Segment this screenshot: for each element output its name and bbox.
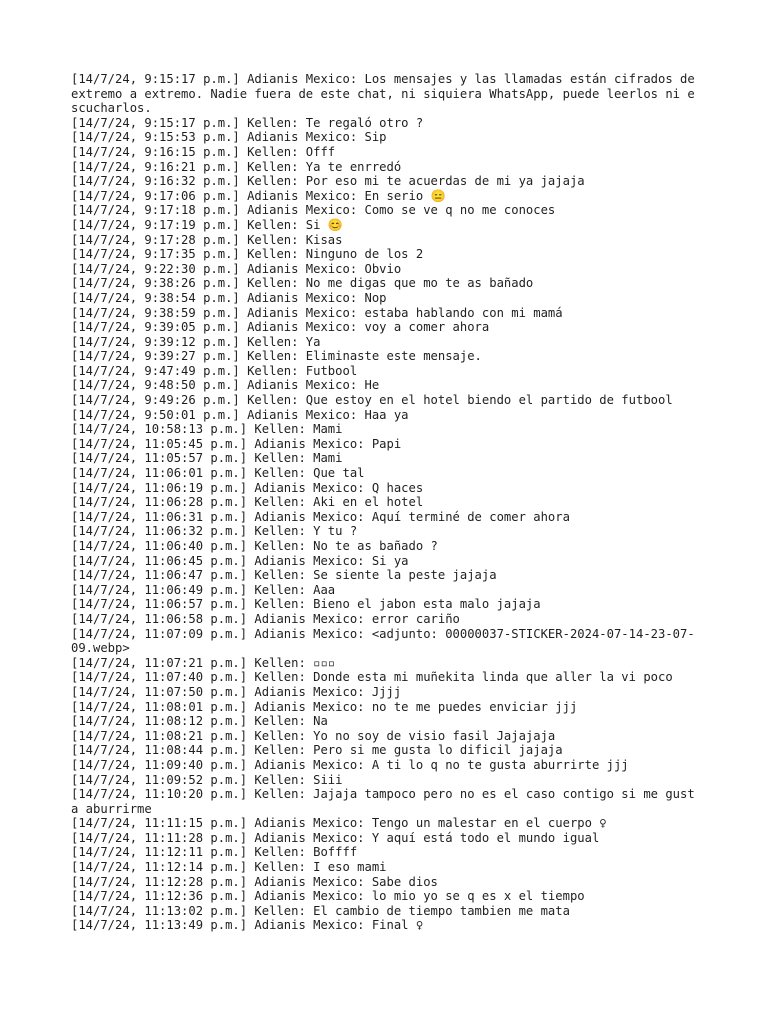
chat-line: [14/7/24, 11:06:45 p.m.] Adianis Mexico: Si ya [71, 553, 409, 568]
chat-line: [14/7/24, 11:11:15 p.m.] Adianis Mexico: Tengo un malestar en el cuerpo ♀ [71, 816, 607, 831]
chat-line: [14/7/24, 9:17:35 p.m.] Kellen: Ninguno de los 2 [71, 247, 424, 262]
chat-line: [14/7/24, 9:38:54 p.m.] Adianis Mexico: Nop [71, 290, 387, 305]
chat-line: [14/7/24, 11:09:40 p.m.] Adianis Mexico: A ti lo q no te gusta aburrirte jjj [71, 757, 629, 772]
chat-line: [14/7/24, 11:06:40 p.m.] Kellen: No te as bañado ? [71, 539, 438, 553]
chat-line: [14/7/24, 9:15:17 p.m.] Kellen: Te regaló otro ? [71, 115, 424, 130]
chat-line: [14/7/24, 9:50:01 p.m.] Adianis Mexico: Haa ya [71, 407, 409, 422]
chat-line: [14/7/24, 9:17:28 p.m.] Kellen: Kisas [71, 232, 343, 247]
chat-line: [14/7/24, 9:48:50 p.m.] Adianis Mexico: He [71, 378, 380, 393]
chat-line: [14/7/24, 10:58:13 p.m.] Kellen: Mami [71, 422, 343, 437]
chat-line: [14/7/24, 9:15:17 p.m.] Adianis Mexico: Los mensajes y las llamadas están cifrados de extremo a extremo. Nadie fuera de este chat, ni siquiera WhatsApp, puede leerlos ni escucharlos. [71, 72, 703, 116]
chat-line: [14/7/24, 11:06:47 p.m.] Kellen: Se siente la peste jajaja [71, 568, 497, 583]
chat-line: [14/7/24, 11:06:28 p.m.] Kellen: Aki en el hotel [71, 495, 424, 510]
chat-line: [14/7/24, 11:06:31 p.m.] Adianis Mexico: Aquí terminé de comer ahora [71, 509, 570, 524]
chat-line: [14/7/24, 9:47:49 p.m.] Kellen: Futbool [71, 363, 358, 378]
chat-line: [14/7/24, 11:08:01 p.m.] Adianis Mexico: no te me puedes enviciar jjj [71, 699, 578, 714]
chat-line: [14/7/24, 11:05:45 p.m.] Adianis Mexico: Papi [71, 436, 402, 451]
chat-line: [14/7/24, 9:15:53 p.m.] Adianis Mexico: Sip [71, 130, 387, 145]
chat-line: [14/7/24, 9:49:26 p.m.] Kellen: Que estoy en el hotel biendo el partido de futbool [71, 393, 673, 408]
chat-line: [14/7/24, 11:08:12 p.m.] Kellen: Na [71, 714, 328, 729]
chat-line: [14/7/24, 11:07:50 p.m.] Adianis Mexico: Jjjj [71, 684, 402, 699]
chat-line: [14/7/24, 11:06:57 p.m.] Kellen: Bieno el jabon esta malo jajaja [71, 597, 541, 612]
chat-line: [14/7/24, 11:06:58 p.m.] Adianis Mexico: error cariño [71, 611, 460, 626]
chat-line: [14/7/24, 11:06:19 p.m.] Adianis Mexico: Q haces [71, 480, 424, 495]
chat-line: [14/7/24, 11:11:28 p.m.] Adianis Mexico: Y aquí está todo el mundo igual [71, 830, 600, 845]
chat-line: [14/7/24, 11:05:57 p.m.] Kellen: Mami [71, 451, 343, 466]
chat-line: [14/7/24, 9:17:18 p.m.] Adianis Mexico: Como se ve q no me conoces [71, 203, 556, 218]
chat-line: [14/7/24, 11:12:14 p.m.] Kellen: I eso mami [71, 860, 387, 875]
chat-line: [14/7/24, 11:06:01 p.m.] Kellen: Que tal [71, 466, 365, 481]
chat-line: [14/7/24, 9:16:15 p.m.] Kellen: Offf [71, 144, 336, 159]
chat-line: [14/7/24, 9:39:12 p.m.] Kellen: Ya [71, 334, 321, 349]
chat-line: [14/7/24, 11:12:28 p.m.] Adianis Mexico: Sabe dios [71, 874, 438, 889]
chat-line: [14/7/24, 9:17:06 p.m.] Adianis Mexico: En serio 😑 [71, 188, 446, 203]
chat-line: [14/7/24, 9:38:59 p.m.] Adianis Mexico: estaba hablando con mi mamá [71, 305, 563, 320]
chat-line: [14/7/24, 11:08:21 p.m.] Kellen: Yo no soy de visio fasil Jajajaja [71, 728, 556, 743]
chat-line: [14/7/24, 11:13:49 p.m.] Adianis Mexico: Final ♀ [71, 918, 424, 933]
chat-line: [14/7/24, 11:13:02 p.m.] Kellen: El cambio de tiempo tambien me mata [71, 903, 570, 918]
chat-line: [14/7/24, 11:12:11 p.m.] Kellen: Boffff [71, 845, 358, 860]
chat-line: [14/7/24, 11:07:21 p.m.] Kellen: ▫▫▫ [71, 655, 336, 670]
chat-line: [14/7/24, 9:39:05 p.m.] Adianis Mexico: voy a comer ahora [71, 320, 490, 335]
chat-line: [14/7/24, 11:09:52 p.m.] Kellen: Siii [71, 772, 343, 787]
chat-line: [14/7/24, 9:16:32 p.m.] Kellen: Por eso mi te acuerdas de mi ya jajaja [71, 174, 585, 189]
chat-line: [14/7/24, 9:39:27 p.m.] Kellen: Eliminaste este mensaje. [71, 349, 482, 364]
chat-line: [14/7/24, 11:06:49 p.m.] Kellen: Aaa [71, 582, 336, 597]
chat-line: [14/7/24, 9:38:26 p.m.] Kellen: No me digas que mo te as bañado [71, 276, 534, 291]
chat-line: [14/7/24, 11:08:44 p.m.] Kellen: Pero si me gusta lo dificil jajaja [71, 743, 563, 758]
chat-line: [14/7/24, 11:12:36 p.m.] Adianis Mexico: lo mio yo se q es x el tiempo [71, 889, 585, 904]
chat-line: [14/7/24, 9:22:30 p.m.] Adianis Mexico: Obvio [71, 261, 402, 276]
chat-line: [14/7/24, 11:10:20 p.m.] Kellen: Jajaja tampoco pero no es el caso contigo si me gusta aburrirme [71, 787, 695, 816]
chat-line: [14/7/24, 9:16:21 p.m.] Kellen: Ya te enrredó [71, 159, 402, 174]
chat-line: [14/7/24, 9:17:19 p.m.] Kellen: Si 😊 [71, 217, 343, 232]
chat-line: [14/7/24, 11:07:40 p.m.] Kellen: Donde esta mi muñekita linda que aller la vi poco [71, 670, 673, 685]
chat-line: [14/7/24, 11:06:32 p.m.] Kellen: Y tu ? [71, 524, 358, 539]
chat-log [71, 72, 701, 933]
chat-line: [14/7/24, 11:07:09 p.m.] Adianis Mexico: <adjunto: 00000037-STICKER-2024-07-14-23-07-09.webp> [71, 626, 695, 656]
